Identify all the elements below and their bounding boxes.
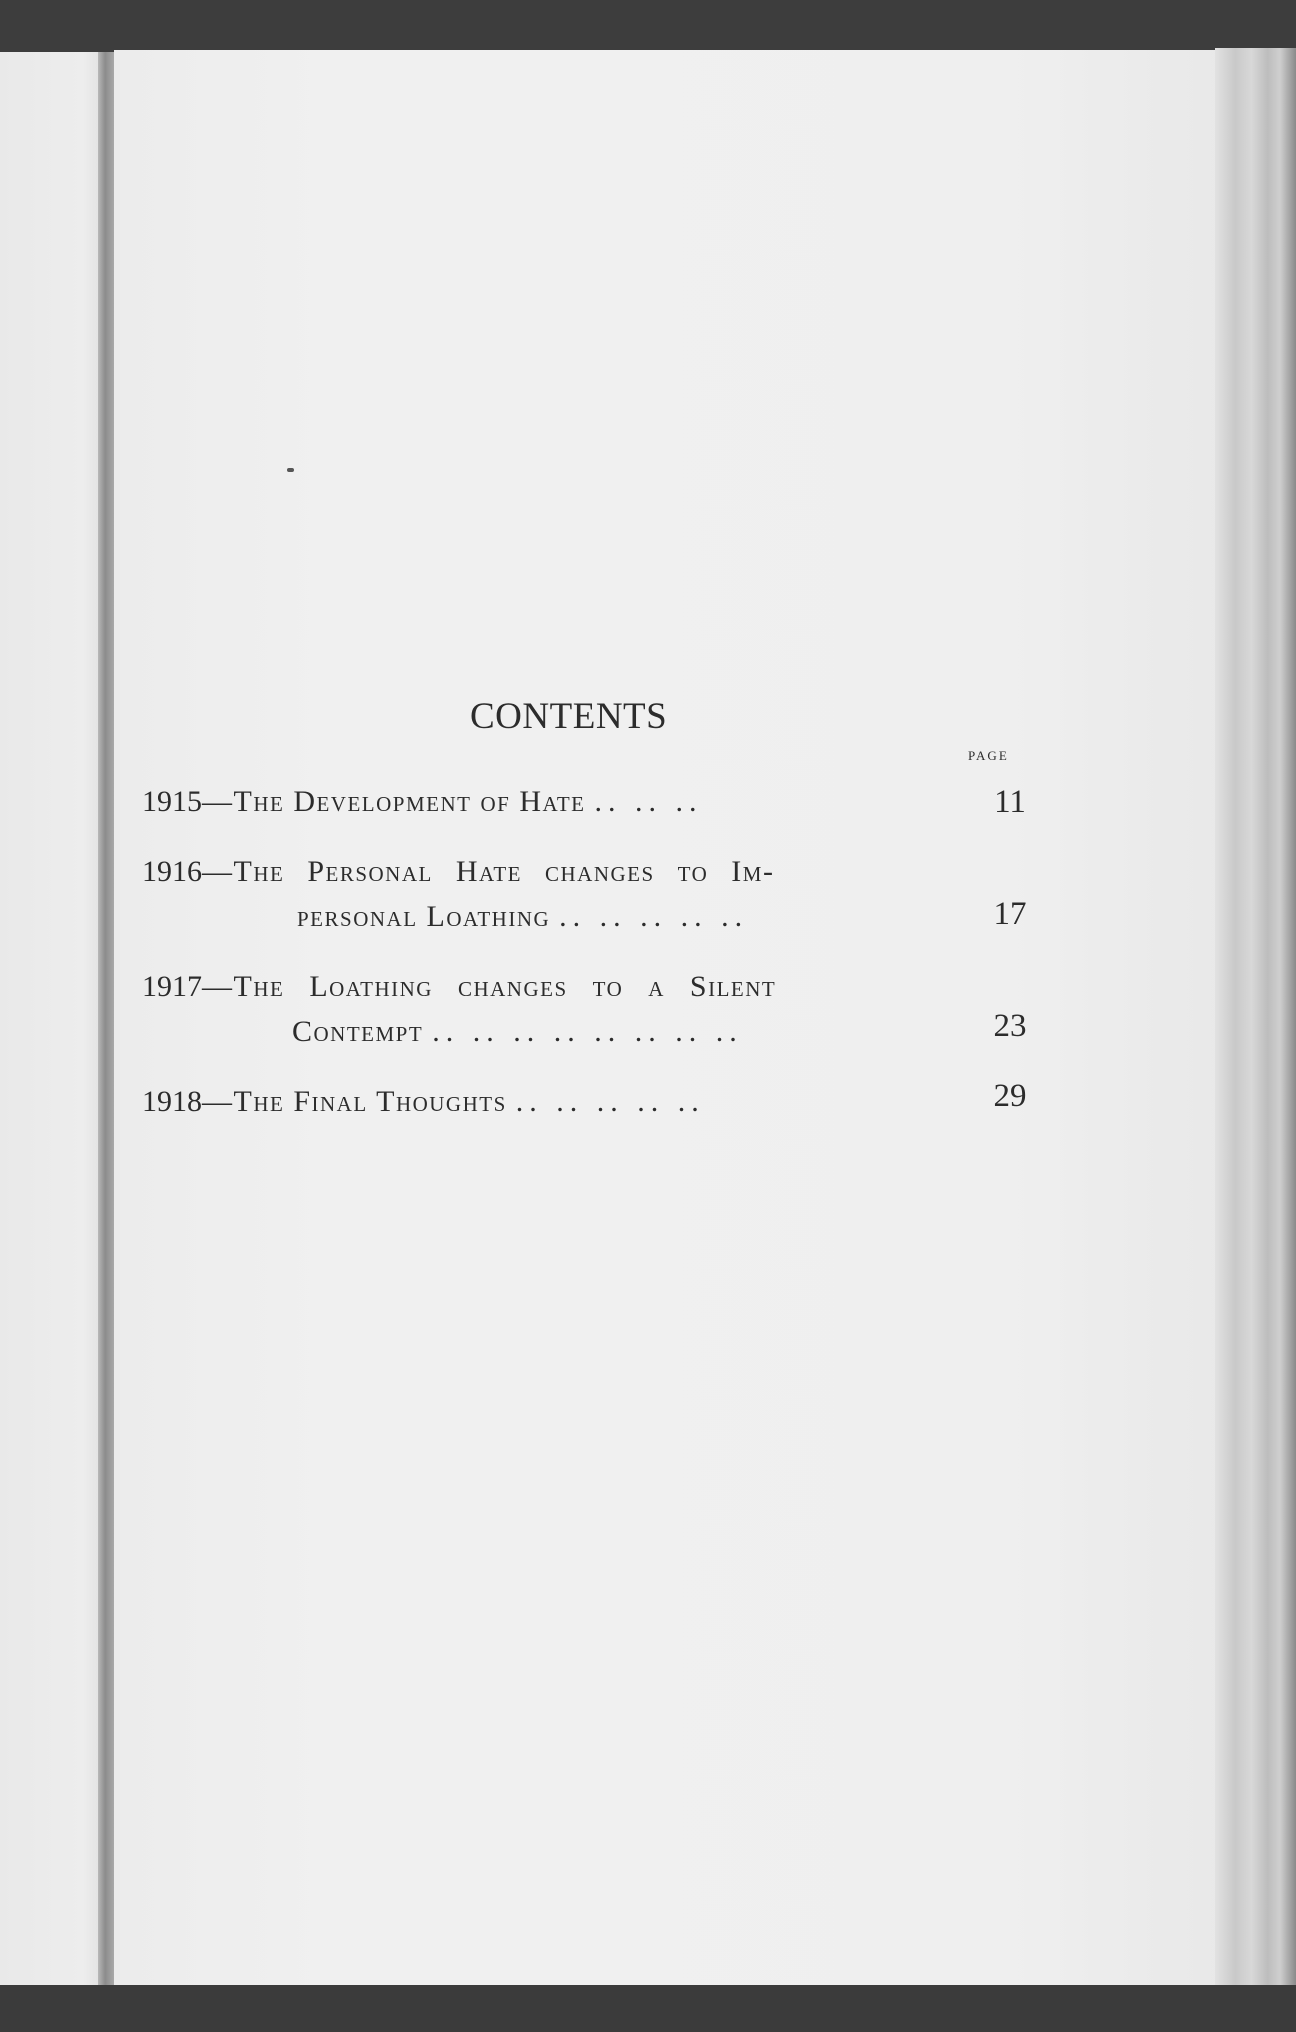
entry-year: 1916 [142, 855, 202, 888]
entry-page-number: 23 [993, 1008, 1027, 1044]
entry-title-continued: personal Loathing [297, 900, 551, 933]
entry-title: —The Loathing changes to a Silent [202, 970, 777, 1003]
toc-entry-1916 [142, 855, 774, 889]
toc-entry-1917 [142, 970, 776, 1004]
entry-title: —The Development of Hate [202, 785, 586, 818]
entry-title: —The Final Thoughts [202, 1085, 507, 1118]
entry-year: 1917 [142, 970, 202, 1003]
toc-entry-1916-continued [297, 900, 748, 934]
entry-page-number: 11 [994, 784, 1026, 820]
toc-entry-1918 [142, 1085, 705, 1119]
toc-entry-1917-continued [292, 1015, 743, 1049]
dot-leaders: .. .. .. [594, 785, 703, 818]
entry-title-continued: Contempt [292, 1015, 424, 1048]
dot-leaders: .. .. .. .. .. .. .. .. [432, 1015, 743, 1048]
page-column-label: PAGE [968, 748, 1009, 763]
dot-leaders: .. .. .. .. .. [559, 900, 749, 933]
contents-heading: CONTENTS [470, 696, 668, 737]
entry-year: 1918 [142, 1085, 202, 1118]
toc-entry-1915 [142, 785, 702, 819]
dot-leaders: .. .. .. .. .. [515, 1085, 705, 1118]
entry-page-number: 29 [993, 1078, 1027, 1114]
entry-title: —The Personal Hate changes to Im- [202, 855, 775, 888]
entry-page-number: 17 [993, 896, 1027, 932]
entry-year: 1915 [142, 785, 202, 818]
